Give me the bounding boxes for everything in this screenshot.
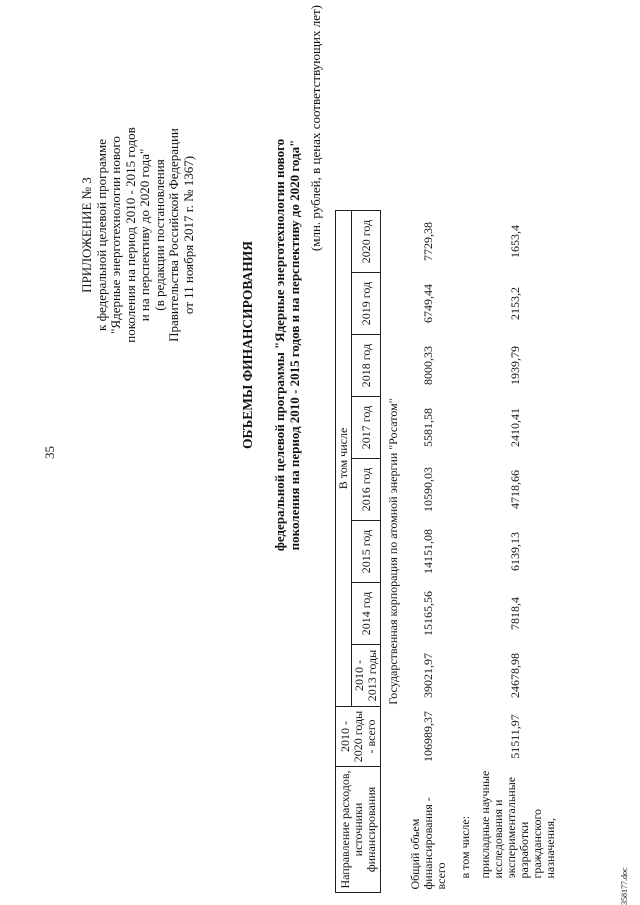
appendix-line: и на перспективу до 2020 года" <box>137 148 152 322</box>
appendix-line: ПРИЛОЖЕНИЕ № 3 <box>79 177 94 293</box>
cell-value: 8000,33 <box>421 346 435 385</box>
appendix-line: от 11 ноября 2017 г. № 1367) <box>180 155 196 315</box>
header-year: 2016 год <box>352 459 381 521</box>
section-row <box>381 211 409 893</box>
header-year: 2020 год <box>352 211 381 273</box>
header-year: 2018 год <box>352 335 381 397</box>
row-label: прикладные научные исследования и экспериментальные разработки гражданского назначения, <box>478 770 557 879</box>
cell-value: 1939,79 <box>508 346 522 385</box>
cell-value: 51511,97 <box>508 714 522 759</box>
header-year: 2015 год <box>352 521 381 583</box>
cell-value: 6139,13 <box>508 532 522 571</box>
header-year: 2010 - 2013 годы <box>352 645 381 707</box>
section-title: Государственная корпорация по атомной энергии "Росатом" <box>386 398 400 705</box>
row-label: Общий объем финансирования - всего <box>408 797 448 890</box>
header-year: 2019 год <box>352 273 381 335</box>
document-subtitle <box>272 85 302 605</box>
appendix-line: Правительства Российской Федерации <box>166 128 181 342</box>
cell-value: 7818,4 <box>508 597 522 630</box>
cell-value: 39021,97 <box>421 653 435 698</box>
appendix-line: (в редакции постановления <box>151 159 167 311</box>
table-row <box>408 211 449 893</box>
units-note: (млн. рублей, в ценах соответствующих лет) <box>308 5 323 252</box>
appendix-line: "Ядерные энерготехнологии нового <box>108 136 123 334</box>
appendix-line: к федеральной целевой программе <box>93 139 109 331</box>
row-label: в том числе: <box>458 815 472 879</box>
document-title: ОБЪЕМЫ ФИНАНСИРОВАНИЯ <box>240 240 255 450</box>
financing-table <box>335 210 558 893</box>
header-year: 2017 год <box>352 397 381 459</box>
subtitle-line: поколения на период 2010 - 2015 годов и на перспективу до 2020 года" <box>287 139 302 551</box>
cell-value: 15165,56 <box>421 591 435 636</box>
appendix-header <box>80 75 196 395</box>
subtitle-line: федеральной целевой программы "Ядерные энерготехнологии нового <box>272 138 287 552</box>
cell-value: 14151,08 <box>421 529 435 574</box>
appendix-line: поколения на период 2010 - 2015 годов <box>122 127 138 343</box>
cell-value: 24678,98 <box>508 653 522 698</box>
header-total: 2010 - 2020 годы - всего <box>336 707 381 767</box>
header-direction: Направление расходов, источники финансирования <box>336 767 381 893</box>
page-number: 35 <box>42 446 57 459</box>
table-row <box>473 211 558 893</box>
cell-value: 5581,58 <box>421 408 435 447</box>
header-including: В том числе <box>336 211 352 707</box>
cell-value: 6749,44 <box>421 284 435 323</box>
header-year: 2014 год <box>352 583 381 645</box>
table-header-row <box>336 211 352 893</box>
footer-filename: 358177.doc <box>620 867 629 905</box>
cell-value: 2410,41 <box>508 408 522 447</box>
cell-value: 7729,38 <box>421 222 435 261</box>
table-row <box>449 211 473 893</box>
cell-value: 2153,2 <box>508 287 522 320</box>
cell-value: 4718,66 <box>508 470 522 509</box>
cell-value: 106989,37 <box>421 711 435 762</box>
empty-cells <box>449 211 473 767</box>
cell-value: 10590,03 <box>421 467 435 512</box>
cell-value: 1653,4 <box>508 225 522 258</box>
